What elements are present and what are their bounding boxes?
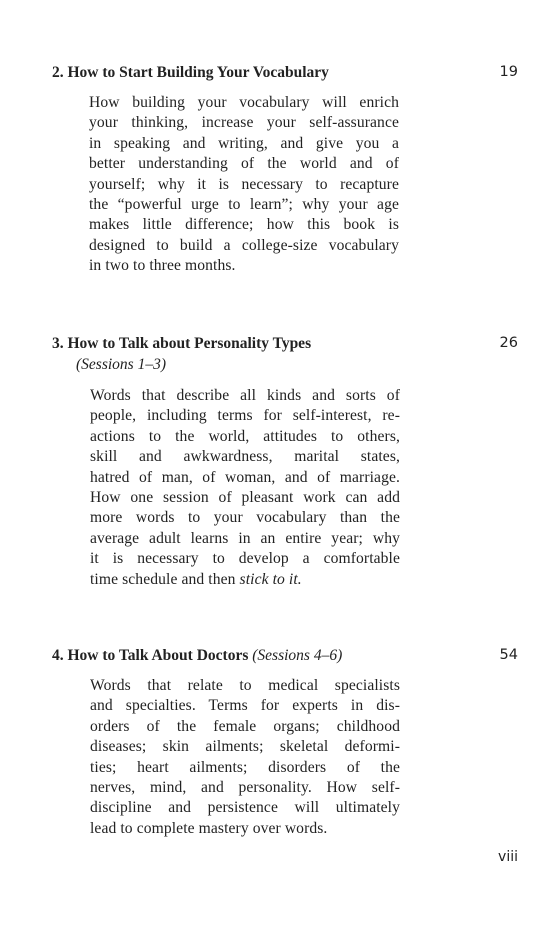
description-line: people, including terms for self-interest, re- (90, 407, 400, 425)
toc-entry-heading (52, 335, 311, 353)
description-line: skill and awkwardness, marital states, (90, 448, 400, 466)
entry-number: 3. (52, 335, 64, 352)
description-line: makes little difference; how this book is (89, 216, 399, 234)
description-line: Words that describe all kinds and sorts of (90, 387, 400, 404)
description-line: actions to the world, attitudes to others, (90, 427, 400, 445)
description-line: better understanding of the world and of (89, 155, 399, 173)
entry-page-number: 26 (499, 335, 518, 351)
description-line: nerves, mind, and personality. How self- (90, 779, 400, 797)
description-line: Words that relate to medical specialists (90, 677, 400, 694)
description-line: diseases; skin ailments; skeletal deformi- (90, 738, 400, 756)
entry-description (90, 676, 400, 839)
entry-description (89, 93, 399, 277)
description-line: yourself; why it is necessary to recapture (89, 175, 399, 193)
entry-number: 4. (52, 647, 64, 664)
emphasis-text: stick to it. (239, 570, 302, 588)
description-line: in speaking and writing, and give you a (89, 134, 399, 152)
description-line: How one session of pleasant work can add (90, 489, 400, 507)
entry-page-number: 19 (499, 64, 518, 80)
description-line: in two to three months. (89, 257, 236, 275)
toc-entry-heading (52, 647, 342, 665)
description-line: average adult learns in an entire year; why (90, 529, 400, 547)
entry-sessions: (Sessions 1–3) (76, 356, 166, 373)
entry-description (90, 386, 400, 590)
description-line: discipline and persistence will ultimately (90, 799, 400, 817)
entry-page-number: 54 (499, 647, 518, 663)
description-line: orders of the female organs; childhood (90, 717, 400, 735)
description-line: your thinking, increase your self-assurance (89, 114, 399, 132)
description-line: more words to your vocabulary than the (90, 509, 400, 527)
description-line: designed to build a college-size vocabulary (89, 236, 399, 254)
description-line: it is necessary to develop a comfortable (90, 550, 400, 568)
description-line: ties; heart ailments; disorders of the (90, 758, 400, 776)
entry-title: How to Talk about Personality Types (67, 335, 312, 352)
entry-title: How to Talk About Doctors (67, 647, 249, 664)
page-folio: viii (498, 849, 518, 865)
entry-sessions: (Sessions 4–6) (252, 647, 343, 664)
description-line: How building your vocabulary will enrich (89, 94, 399, 111)
description-line: the “powerful urge to learn”; why your age (89, 196, 399, 214)
description-line (90, 570, 400, 590)
entry-number: 2. (52, 64, 64, 81)
description-line: hatred of man, of woman, and of marriage. (90, 468, 400, 486)
description-line: lead to complete mastery over words. (90, 819, 328, 837)
description-line: and specialties. Terms for experts in dis- (90, 697, 400, 715)
entry-title: How to Start Building Your Vocabulary (67, 64, 329, 81)
description-text: time schedule and then (90, 570, 236, 588)
toc-entry-heading (52, 64, 329, 82)
